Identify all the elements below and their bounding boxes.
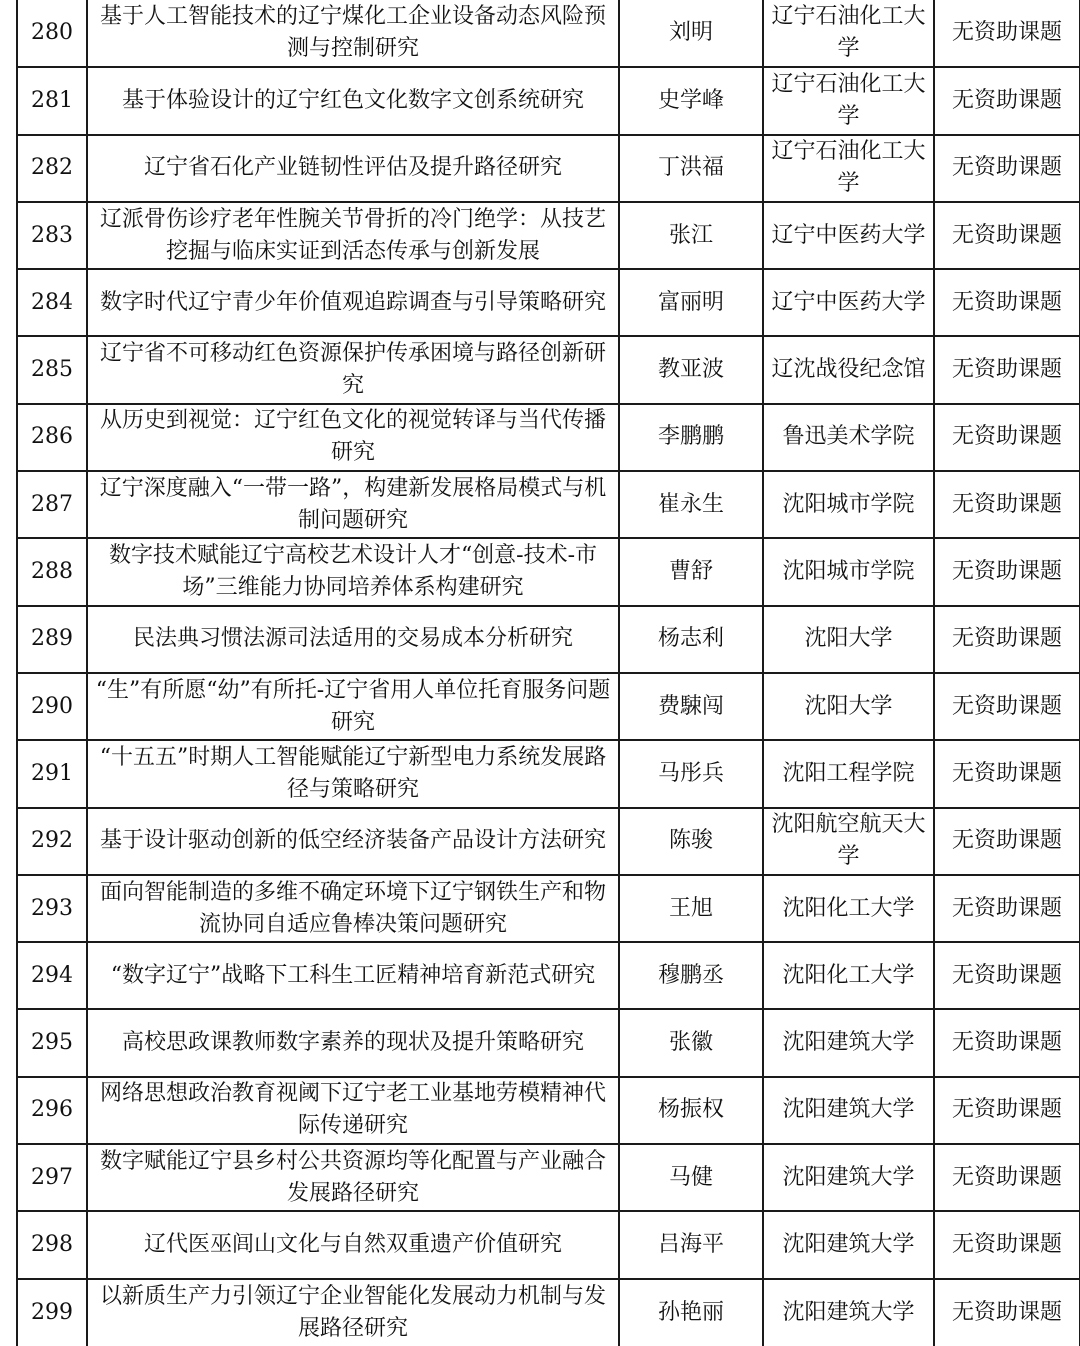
project-title: 高校思政课教师数字素养的现状及提升策略研究 xyxy=(87,1009,619,1076)
project-leader: 张江 xyxy=(619,202,763,269)
project-leader: 刘明 xyxy=(619,0,763,67)
project-number: 292 xyxy=(17,808,87,875)
project-number: 290 xyxy=(17,673,87,740)
project-leader: 陈骏 xyxy=(619,808,763,875)
project-rows xyxy=(17,0,1080,1346)
project-unit: 沈阳建筑大学 xyxy=(763,1009,934,1076)
project-title: 辽宁深度融入“一带一路”，构建新发展格局模式与机制问题研究 xyxy=(87,471,619,538)
project-unit: 沈阳化工大学 xyxy=(763,942,934,1009)
table-row xyxy=(17,1211,1080,1278)
project-type: 无资助课题 xyxy=(934,942,1080,1009)
table-row xyxy=(17,135,1080,202)
project-type: 无资助课题 xyxy=(934,740,1080,807)
project-number: 285 xyxy=(17,336,87,403)
project-title: 基于人工智能技术的辽宁煤化工企业设备动态风险预测与控制研究 xyxy=(87,0,619,67)
project-title: “十五五”时期人工智能赋能辽宁新型电力系统发展路径与策略研究 xyxy=(87,740,619,807)
table-row xyxy=(17,67,1080,134)
project-title: 民法典习惯法源司法适用的交易成本分析研究 xyxy=(87,606,619,673)
project-number: 297 xyxy=(17,1144,87,1211)
project-unit: 辽宁中医药大学 xyxy=(763,202,934,269)
project-leader: 吕海平 xyxy=(619,1211,763,1278)
project-number: 284 xyxy=(17,269,87,336)
project-leader: 李鹏鹏 xyxy=(619,404,763,471)
project-number: 296 xyxy=(17,1077,87,1144)
project-type: 无资助课题 xyxy=(934,336,1080,403)
project-unit: 沈阳建筑大学 xyxy=(763,1211,934,1278)
project-unit: 鲁迅美术学院 xyxy=(763,404,934,471)
project-number: 295 xyxy=(17,1009,87,1076)
project-type: 无资助课题 xyxy=(934,1211,1080,1278)
project-type: 无资助课题 xyxy=(934,1279,1080,1346)
project-type: 无资助课题 xyxy=(934,673,1080,740)
project-unit: 沈阳化工大学 xyxy=(763,875,934,942)
project-type: 无资助课题 xyxy=(934,471,1080,538)
table-row xyxy=(17,336,1080,403)
project-number: 281 xyxy=(17,67,87,134)
project-unit: 沈阳城市学院 xyxy=(763,471,934,538)
table-row xyxy=(17,875,1080,942)
project-type: 无资助课题 xyxy=(934,1009,1080,1076)
table-row xyxy=(17,1279,1080,1346)
project-leader: 马彤兵 xyxy=(619,740,763,807)
table-row xyxy=(17,202,1080,269)
project-type: 无资助课题 xyxy=(934,404,1080,471)
table-row xyxy=(17,471,1080,538)
project-title: 基于设计驱动创新的低空经济装备产品设计方法研究 xyxy=(87,808,619,875)
project-leader: 王旭 xyxy=(619,875,763,942)
project-number: 293 xyxy=(17,875,87,942)
project-number: 280 xyxy=(17,0,87,67)
project-title: 基于体验设计的辽宁红色文化数字文创系统研究 xyxy=(87,67,619,134)
project-leader: 穆鹏丞 xyxy=(619,942,763,1009)
project-leader: 杨振权 xyxy=(619,1077,763,1144)
table-row xyxy=(17,606,1080,673)
project-leader: 杨志利 xyxy=(619,606,763,673)
table-row xyxy=(17,1009,1080,1076)
project-type: 无资助课题 xyxy=(934,135,1080,202)
project-unit: 辽宁石油化工大学 xyxy=(763,135,934,202)
project-number: 298 xyxy=(17,1211,87,1278)
project-leader: 费駷闯 xyxy=(619,673,763,740)
project-title: 辽宁省石化产业链韧性评估及提升路径研究 xyxy=(87,135,619,202)
project-unit: 沈阳航空航天大学 xyxy=(763,808,934,875)
project-type: 无资助课题 xyxy=(934,0,1080,67)
project-number: 294 xyxy=(17,942,87,1009)
project-title: 以新质生产力引领辽宁企业智能化发展动力机制与发展路径研究 xyxy=(87,1279,619,1346)
project-type: 无资助课题 xyxy=(934,1144,1080,1211)
project-unit: 沈阳建筑大学 xyxy=(763,1077,934,1144)
project-leader: 孙艳丽 xyxy=(619,1279,763,1346)
project-unit: 沈阳大学 xyxy=(763,673,934,740)
project-leader: 教亚波 xyxy=(619,336,763,403)
project-title: 辽派骨伤诊疗老年性腕关节骨折的冷门绝学：从技艺挖掘与临床实证到活态传承与创新发展 xyxy=(87,202,619,269)
project-number: 289 xyxy=(17,606,87,673)
project-unit: 沈阳工程学院 xyxy=(763,740,934,807)
project-type: 无资助课题 xyxy=(934,606,1080,673)
project-unit: 沈阳大学 xyxy=(763,606,934,673)
project-title: 数字时代辽宁青少年价值观追踪调查与引导策略研究 xyxy=(87,269,619,336)
table-row xyxy=(17,1077,1080,1144)
table-row xyxy=(17,269,1080,336)
project-type: 无资助课题 xyxy=(934,808,1080,875)
project-unit: 沈阳建筑大学 xyxy=(763,1144,934,1211)
project-unit: 辽宁石油化工大学 xyxy=(763,67,934,134)
project-title: 辽宁省不可移动红色资源保护传承困境与路径创新研究 xyxy=(87,336,619,403)
project-number: 288 xyxy=(17,538,87,605)
table-row xyxy=(17,942,1080,1009)
project-leader: 张徽 xyxy=(619,1009,763,1076)
project-number: 286 xyxy=(17,404,87,471)
project-number: 299 xyxy=(17,1279,87,1346)
project-type: 无资助课题 xyxy=(934,202,1080,269)
project-leader: 丁洪福 xyxy=(619,135,763,202)
project-unit: 辽宁石油化工大学 xyxy=(763,0,934,67)
table-row xyxy=(17,404,1080,471)
project-title: 面向智能制造的多维不确定环境下辽宁钢铁生产和物流协同自适应鲁棒决策问题研究 xyxy=(87,875,619,942)
project-list-table xyxy=(16,0,1080,1346)
project-title: 辽代医巫闾山文化与自然双重遗产价值研究 xyxy=(87,1211,619,1278)
project-title: “数字辽宁”战略下工科生工匠精神培育新范式研究 xyxy=(87,942,619,1009)
project-unit: 辽沈战役纪念馆 xyxy=(763,336,934,403)
project-number: 287 xyxy=(17,471,87,538)
project-number: 283 xyxy=(17,202,87,269)
project-unit: 沈阳建筑大学 xyxy=(763,1279,934,1346)
table-row xyxy=(17,740,1080,807)
table-row xyxy=(17,0,1080,67)
project-leader: 崔永生 xyxy=(619,471,763,538)
project-type: 无资助课题 xyxy=(934,1077,1080,1144)
project-unit: 辽宁中医药大学 xyxy=(763,269,934,336)
project-type: 无资助课题 xyxy=(934,67,1080,134)
table-row xyxy=(17,1144,1080,1211)
project-leader: 曹舒 xyxy=(619,538,763,605)
project-number: 291 xyxy=(17,740,87,807)
project-leader: 马健 xyxy=(619,1144,763,1211)
project-title: 网络思想政治教育视阈下辽宁老工业基地劳模精神代际传递研究 xyxy=(87,1077,619,1144)
project-title: 数字技术赋能辽宁高校艺术设计人才“创意-技术-市场”三维能力协同培养体系构建研究 xyxy=(87,538,619,605)
project-unit: 沈阳城市学院 xyxy=(763,538,934,605)
project-leader: 富丽明 xyxy=(619,269,763,336)
project-type: 无资助课题 xyxy=(934,538,1080,605)
project-leader: 史学峰 xyxy=(619,67,763,134)
project-number: 282 xyxy=(17,135,87,202)
table-row xyxy=(17,808,1080,875)
project-type: 无资助课题 xyxy=(934,875,1080,942)
table-row xyxy=(17,673,1080,740)
table-row xyxy=(17,538,1080,605)
project-title: 数字赋能辽宁县乡村公共资源均等化配置与产业融合发展路径研究 xyxy=(87,1144,619,1211)
project-type: 无资助课题 xyxy=(934,269,1080,336)
project-title: “生”有所愿“幼”有所托-辽宁省用人单位托育服务问题研究 xyxy=(87,673,619,740)
project-title: 从历史到视觉：辽宁红色文化的视觉转译与当代传播研究 xyxy=(87,404,619,471)
